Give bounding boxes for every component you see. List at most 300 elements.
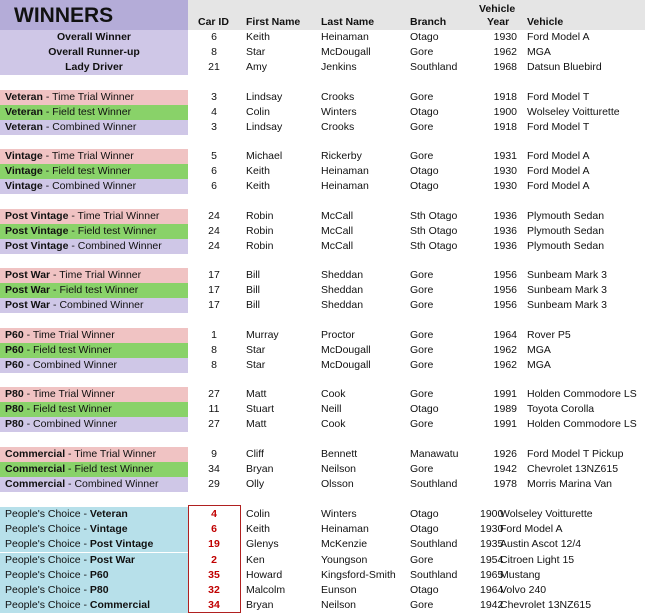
- branch: Gore: [410, 46, 434, 58]
- award-label: [0, 90, 188, 105]
- vehicle: Ford Model A: [527, 180, 590, 192]
- car-id: 6: [211, 523, 217, 536]
- first-name: Keith: [246, 180, 270, 192]
- award-type: - Combined Winner: [50, 299, 144, 311]
- award-label: Overall Runner-up: [0, 45, 188, 60]
- car-id: 3: [211, 121, 217, 133]
- car-id: 34: [208, 463, 220, 475]
- last-name: McKenzie: [321, 538, 368, 551]
- vehicle: Mustang: [500, 568, 541, 581]
- last-name: Winters: [321, 508, 357, 520]
- branch: Gore: [410, 269, 434, 281]
- award-type: - Field test Winner: [42, 106, 132, 118]
- car-id: 17: [208, 284, 220, 296]
- branch: Gore: [410, 553, 434, 566]
- vehicle-year: 1936: [493, 210, 517, 222]
- car-id: 21: [208, 61, 220, 73]
- award-label: [0, 179, 188, 194]
- vehicle-year: 1968: [493, 61, 517, 73]
- category-name: Post Vintage: [5, 210, 69, 222]
- branch: Otago: [410, 523, 439, 536]
- col-header-vehicle-year-line1: Vehicle: [479, 3, 516, 15]
- vehicle: Chevrolet 13NZ615: [500, 599, 592, 612]
- vehicle-year: 1930: [480, 523, 504, 536]
- award-row-field-test: [0, 402, 645, 417]
- award-row-combined: [0, 417, 645, 432]
- award-type: - Combined Winner: [42, 180, 137, 192]
- branch: Sth Otago: [410, 210, 458, 222]
- award-prefix: People's Choice -: [5, 523, 90, 536]
- last-name: McDougall: [321, 344, 371, 356]
- first-name: Lindsay: [246, 121, 283, 133]
- vehicle-year: 1962: [493, 344, 517, 356]
- first-name: Robin: [246, 225, 274, 237]
- first-name: Lindsay: [246, 91, 283, 103]
- peoples-choice-row: [0, 568, 645, 583]
- award-type: - Combined Winner: [65, 478, 159, 490]
- vehicle: Ford Model A: [500, 523, 563, 536]
- last-name: Heinaman: [321, 165, 369, 177]
- first-name: Keith: [246, 523, 270, 536]
- col-header-car-id: Car ID: [198, 16, 229, 28]
- branch: Otago: [410, 106, 439, 118]
- car-id: 17: [208, 269, 220, 281]
- branch: Gore: [410, 599, 434, 612]
- car-id: 8: [211, 359, 217, 371]
- vehicle-year: 1936: [493, 240, 517, 252]
- award-type: - Field test Winner: [65, 463, 154, 475]
- car-id: 2: [211, 553, 217, 566]
- vehicle: Ford Model A: [527, 31, 590, 43]
- award-type: - Field test Winner: [23, 344, 112, 356]
- branch: Gore: [410, 121, 434, 133]
- vehicle-year: 1900: [480, 508, 504, 520]
- branch: Southland: [410, 61, 458, 73]
- award-label: [0, 537, 188, 552]
- award-row-time-trial: [0, 328, 645, 343]
- first-name: Amy: [246, 61, 267, 73]
- award-row-field-test: [0, 164, 645, 179]
- award-row-time-trial: [0, 209, 645, 224]
- award-row-field-test: [0, 343, 645, 358]
- branch: Otago: [410, 180, 439, 192]
- award-type: - Time Trial Winner: [23, 388, 115, 400]
- vehicle: MGA: [527, 359, 551, 371]
- category-name: P60: [5, 344, 24, 356]
- branch: Otago: [410, 31, 439, 43]
- award-label: Lady Driver: [0, 60, 188, 75]
- first-name: Stuart: [246, 403, 275, 415]
- vehicle: Ford Model T: [527, 91, 590, 103]
- award-row-field-test: [0, 224, 645, 239]
- first-name: Star: [246, 359, 266, 371]
- vehicle: Datsun Bluebird: [527, 61, 602, 73]
- last-name: Sheddan: [321, 269, 364, 281]
- award-label: [0, 164, 188, 179]
- car-id: 6: [211, 180, 217, 192]
- category-name: Post War: [5, 269, 51, 281]
- award-label: [0, 417, 188, 432]
- last-name: Sheddan: [321, 299, 364, 311]
- vehicle-year: 1991: [493, 388, 517, 400]
- peoples-choice-row: [0, 553, 645, 568]
- last-name: Cook: [321, 388, 346, 400]
- first-name: Michael: [246, 150, 283, 162]
- award-label: [0, 149, 188, 164]
- last-name: Sheddan: [321, 284, 364, 296]
- first-name: Matt: [246, 388, 267, 400]
- overall-row: [0, 45, 645, 60]
- peoples-choice-row: [0, 598, 645, 613]
- award-label: [0, 343, 188, 358]
- overall-row: [0, 30, 645, 45]
- first-name: Keith: [246, 31, 270, 43]
- last-name: Olsson: [321, 478, 354, 490]
- vehicle-year: 1962: [493, 46, 517, 58]
- branch: Sth Otago: [410, 225, 458, 237]
- page-title: WINNERS: [0, 0, 188, 30]
- vehicle-year: 1942: [493, 463, 517, 475]
- first-name: Howard: [246, 568, 283, 581]
- first-name: Robin: [246, 210, 274, 222]
- award-row-time-trial: [0, 387, 645, 402]
- category-name: Commercial: [89, 599, 150, 612]
- category-name: Veteran: [5, 121, 43, 133]
- vehicle-year: 1930: [493, 165, 517, 177]
- last-name: Crooks: [321, 91, 355, 103]
- vehicle: Rover P5: [527, 329, 571, 341]
- col-header-vehicle: Vehicle: [527, 16, 564, 28]
- vehicle-year: 1964: [480, 584, 504, 596]
- award-row-combined: [0, 298, 645, 313]
- category-name: Post Vintage: [89, 538, 154, 551]
- first-name: Bill: [246, 284, 261, 296]
- branch: Gore: [410, 418, 434, 430]
- last-name: Cook: [321, 418, 346, 430]
- award-row-combined: [0, 358, 645, 373]
- car-id: 27: [208, 418, 220, 430]
- car-id: 17: [208, 299, 220, 311]
- award-type: - Time Trial Winner: [50, 269, 142, 281]
- vehicle: Toyota Corolla: [527, 403, 595, 415]
- first-name: Bill: [246, 269, 261, 281]
- first-name: Murray: [246, 329, 279, 341]
- branch: Gore: [410, 329, 434, 341]
- award-row-field-test: [0, 462, 645, 477]
- branch: Gore: [410, 388, 434, 400]
- award-type: - Field test Winner: [42, 165, 131, 177]
- vehicle: MGA: [527, 344, 551, 356]
- car-id: 19: [208, 538, 220, 551]
- award-label: [0, 598, 188, 613]
- award-type: - Field test Winner: [50, 284, 139, 296]
- award-label: [0, 358, 188, 373]
- first-name: Olly: [246, 478, 265, 490]
- award-type: - Time Trial Winner: [42, 91, 134, 103]
- car-id: 32: [208, 584, 220, 596]
- award-prefix: People's Choice -: [5, 568, 90, 581]
- award-prefix: People's Choice -: [5, 584, 90, 596]
- vehicle: Wolseley Voitturette: [527, 106, 620, 118]
- first-name: Robin: [246, 240, 274, 252]
- category-name: Post War: [5, 299, 51, 311]
- branch: Manawatu: [410, 448, 459, 460]
- car-id: 5: [211, 150, 217, 162]
- award-type: - Field test Winner: [23, 403, 112, 415]
- vehicle-year: 1936: [493, 225, 517, 237]
- last-name: McCall: [321, 240, 354, 252]
- last-name: McDougall: [321, 359, 371, 371]
- branch: Gore: [410, 359, 434, 371]
- vehicle-year: 1926: [493, 448, 517, 460]
- branch: Otago: [410, 508, 439, 520]
- award-label: [0, 568, 188, 583]
- vehicle: Ford Model T: [527, 121, 590, 133]
- branch: Gore: [410, 344, 434, 356]
- last-name: Heinaman: [321, 523, 369, 536]
- car-id: 9: [211, 448, 217, 460]
- category-name: P60: [89, 568, 109, 581]
- category-name: Post War: [5, 284, 51, 296]
- award-type: - Time Trial Winner: [65, 448, 157, 460]
- award-type: - Time Trial Winner: [42, 150, 134, 162]
- vehicle-year: 1942: [480, 599, 504, 612]
- category-name: Vintage: [5, 150, 43, 162]
- award-label: [0, 447, 188, 462]
- branch: Southland: [410, 538, 458, 551]
- vehicle-year: 1930: [493, 31, 517, 43]
- vehicle: Chevrolet 13NZ615: [527, 463, 619, 475]
- car-id: 34: [208, 599, 220, 612]
- last-name: Bennett: [321, 448, 358, 460]
- vehicle-year: 1931: [493, 150, 517, 162]
- last-name: Youngson: [321, 553, 368, 566]
- award-row-combined: [0, 179, 645, 194]
- award-label: [0, 402, 188, 417]
- last-name: Heinaman: [321, 31, 369, 43]
- category-name: Commercial: [5, 463, 66, 475]
- vehicle: Plymouth Sedan: [527, 225, 605, 237]
- award-label: [0, 120, 188, 135]
- car-id: 27: [208, 388, 220, 400]
- vehicle: Plymouth Sedan: [527, 210, 605, 222]
- vehicle: Ford Model T Pickup: [527, 448, 624, 460]
- award-prefix: People's Choice -: [5, 599, 90, 612]
- award-type: - Combined Winner: [42, 121, 137, 133]
- car-id: 11: [208, 403, 220, 415]
- car-id: 24: [208, 210, 220, 222]
- car-id: 6: [211, 165, 217, 177]
- award-type: - Combined Winner: [23, 418, 118, 430]
- branch: Otago: [410, 584, 439, 596]
- award-label: [0, 477, 188, 492]
- category-name: Vintage: [89, 523, 128, 536]
- last-name: Rickerby: [321, 150, 362, 162]
- branch: Gore: [410, 91, 434, 103]
- category-name: Veteran: [89, 508, 128, 520]
- vehicle-year: 1964: [493, 329, 517, 341]
- award-row-combined: [0, 477, 645, 492]
- branch: Gore: [410, 150, 434, 162]
- last-name: Heinaman: [321, 180, 369, 192]
- award-label: [0, 583, 188, 598]
- col-header-vehicle-year-line2: Year: [487, 16, 510, 28]
- award-prefix: People's Choice -: [5, 538, 90, 551]
- category-name: P60: [5, 329, 24, 341]
- vehicle-year: 1956: [493, 269, 517, 281]
- award-row-field-test: [0, 105, 645, 120]
- overall-row: [0, 60, 645, 75]
- car-id: 3: [211, 91, 217, 103]
- award-label: [0, 328, 188, 343]
- last-name: Eunson: [321, 584, 357, 596]
- col-header-last-name: Last Name: [321, 16, 375, 28]
- category-name: P80: [5, 403, 24, 415]
- category-name: Commercial: [5, 478, 66, 490]
- category-name: Veteran: [5, 91, 43, 103]
- award-row-time-trial: [0, 447, 645, 462]
- category-name: P80: [5, 388, 24, 400]
- category-name: Post War: [89, 553, 136, 566]
- car-id: 4: [211, 106, 217, 118]
- car-id: 6: [211, 31, 217, 43]
- peoples-choice-row: [0, 507, 645, 522]
- category-name: P80: [5, 418, 24, 430]
- award-label: [0, 522, 188, 537]
- award-label: [0, 507, 188, 522]
- award-row-time-trial: [0, 149, 645, 164]
- car-id: 4: [211, 508, 217, 520]
- first-name: Matt: [246, 418, 267, 430]
- branch: Gore: [410, 463, 434, 475]
- car-id: 29: [208, 478, 220, 490]
- category-name: Vintage: [5, 180, 43, 192]
- award-label: Overall Winner: [0, 30, 188, 45]
- first-name: Cliff: [246, 448, 264, 460]
- vehicle-year: 1956: [493, 284, 517, 296]
- award-row-combined: [0, 120, 645, 135]
- vehicle: Holden Commodore LS: [527, 388, 637, 400]
- first-name: Colin: [246, 106, 270, 118]
- car-id: 8: [211, 46, 217, 58]
- branch: Otago: [410, 403, 439, 415]
- last-name: McCall: [321, 225, 354, 237]
- vehicle-year: 1962: [493, 359, 517, 371]
- award-row-time-trial: [0, 90, 645, 105]
- first-name: Bryan: [246, 599, 274, 612]
- vehicle: Ford Model A: [527, 165, 590, 177]
- last-name: Kingsford-Smith: [321, 568, 396, 581]
- award-prefix: People's Choice -: [5, 553, 90, 566]
- category-name: P60: [5, 359, 24, 371]
- branch: Gore: [410, 299, 434, 311]
- award-type: - Combined Winner: [68, 240, 162, 252]
- peoples-choice-row: [0, 537, 645, 552]
- col-header-branch: Branch: [410, 16, 447, 28]
- vehicle-year: 1989: [493, 403, 517, 415]
- last-name: Proctor: [321, 329, 355, 341]
- first-name: Keith: [246, 165, 270, 177]
- vehicle: Austin Ascot 12/4: [500, 538, 582, 551]
- vehicle-year: 1956: [493, 299, 517, 311]
- award-label: [0, 268, 188, 283]
- last-name: Neilson: [321, 599, 357, 612]
- vehicle-year: 1935: [480, 538, 504, 551]
- last-name: Winters: [321, 106, 357, 118]
- car-id: 1: [211, 329, 217, 341]
- award-type: - Time Trial Winner: [23, 329, 115, 341]
- first-name: Bill: [246, 299, 261, 311]
- vehicle-year: 1954: [480, 553, 504, 566]
- category-name: Vintage: [5, 165, 43, 177]
- vehicle: Volvo 240: [500, 584, 547, 596]
- vehicle: Ford Model A: [527, 150, 590, 162]
- vehicle-year: 1900: [493, 106, 517, 118]
- first-name: Star: [246, 344, 266, 356]
- col-header-first-name: First Name: [246, 16, 301, 28]
- award-label: [0, 283, 188, 298]
- branch: Southland: [410, 568, 458, 581]
- peoples-choice-row: [0, 583, 645, 598]
- vehicle: MGA: [527, 46, 551, 58]
- first-name: Ken: [246, 553, 265, 566]
- first-name: Star: [246, 46, 266, 58]
- vehicle-year: 1930: [493, 180, 517, 192]
- award-type: - Field test Winner: [68, 225, 157, 237]
- branch: Gore: [410, 284, 434, 296]
- award-prefix: People's Choice -: [5, 508, 90, 520]
- first-name: Malcolm: [246, 584, 286, 596]
- vehicle: Wolseley Voitturette: [500, 508, 593, 520]
- category-name: Post Vintage: [5, 240, 69, 252]
- award-row-combined: [0, 239, 645, 254]
- first-name: Glenys: [246, 538, 279, 551]
- category-name: P80: [89, 584, 109, 596]
- first-name: Bryan: [246, 463, 274, 475]
- last-name: McDougall: [321, 46, 371, 58]
- last-name: Neilson: [321, 463, 357, 475]
- branch: Southland: [410, 478, 458, 490]
- category-name: Post Vintage: [5, 225, 69, 237]
- award-row-time-trial: [0, 268, 645, 283]
- award-label: [0, 239, 188, 254]
- car-id: 24: [208, 225, 220, 237]
- last-name: Crooks: [321, 121, 355, 133]
- vehicle: Sunbeam Mark 3: [527, 269, 607, 281]
- vehicle: Citroen Light 15: [500, 553, 575, 566]
- vehicle-year: 1991: [493, 418, 517, 430]
- award-label: [0, 209, 188, 224]
- award-type: - Combined Winner: [23, 359, 118, 371]
- award-label: [0, 462, 188, 477]
- vehicle: Holden Commodore LS: [527, 418, 637, 430]
- car-id: 35: [208, 568, 220, 581]
- vehicle: Plymouth Sedan: [527, 240, 605, 252]
- vehicle-year: 1918: [493, 121, 517, 133]
- award-row-field-test: [0, 283, 645, 298]
- first-name: Colin: [246, 508, 270, 520]
- award-label: [0, 553, 188, 568]
- vehicle-year: 1978: [493, 478, 517, 490]
- car-id: 24: [208, 240, 220, 252]
- award-label: [0, 387, 188, 402]
- vehicle: Sunbeam Mark 3: [527, 299, 607, 311]
- vehicle-year: 1965: [480, 568, 504, 581]
- category-name: Veteran: [5, 106, 43, 118]
- last-name: Jenkins: [321, 61, 357, 73]
- car-id: 8: [211, 344, 217, 356]
- last-name: McCall: [321, 210, 354, 222]
